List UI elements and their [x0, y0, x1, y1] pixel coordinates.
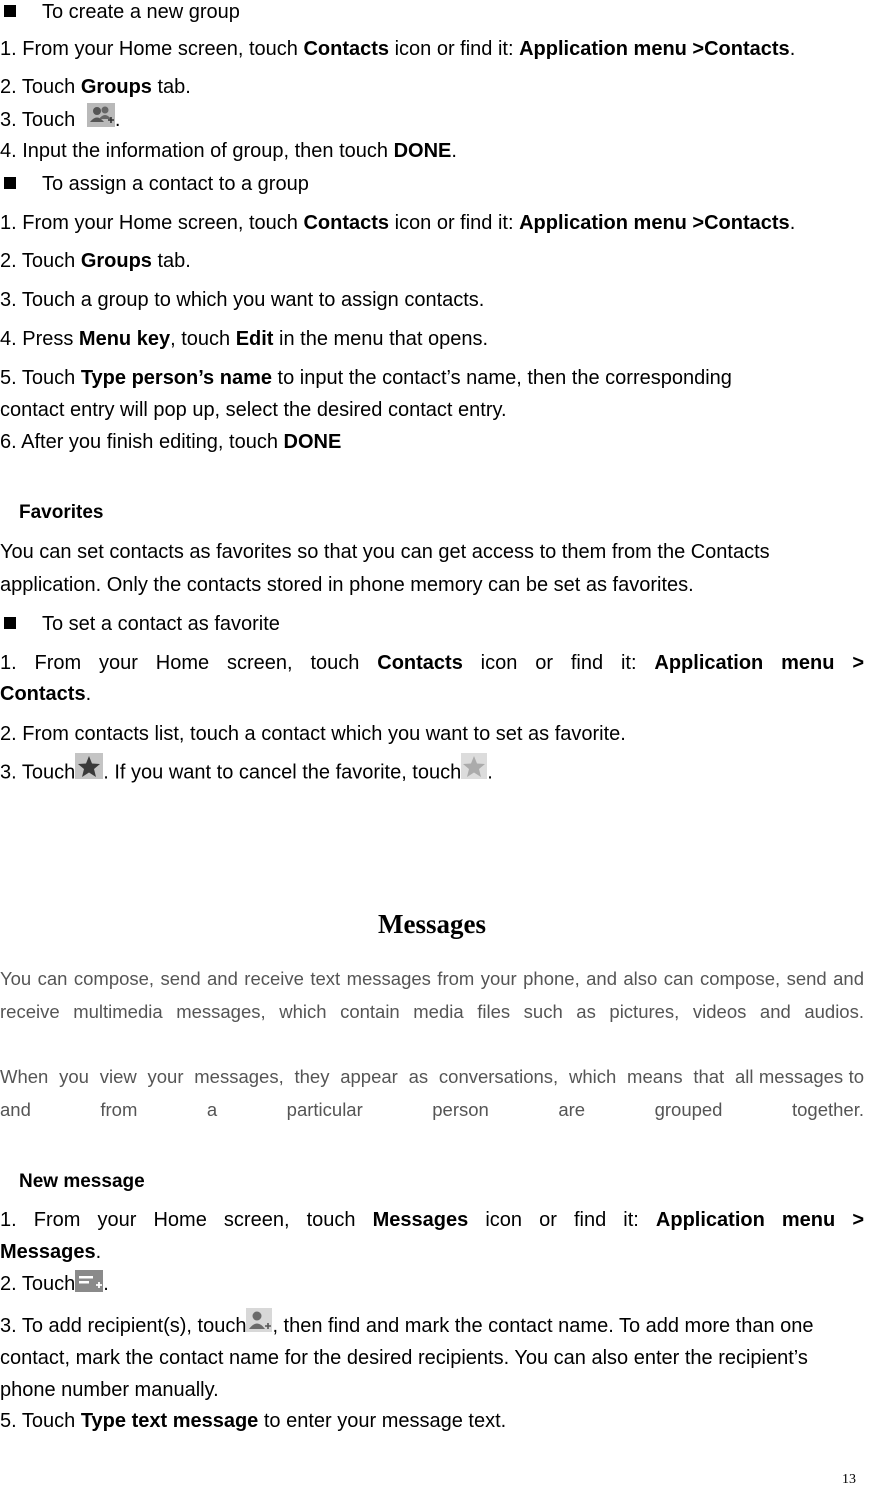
add-contact-icon: [246, 1308, 272, 1332]
assign-step-1: 1. From your Home screen, touch Contacts icon or find it: Application menu >Contacts.: [0, 212, 796, 234]
favorite-step-3: 3. Touch . If you want to cancel the favorite, touch .: [0, 760, 864, 786]
create-group-step-1: 1. From your Home screen, touch Contacts icon or find it: Application menu >Contacts.: [0, 38, 796, 60]
favorite-step-1-cont: Contacts.: [0, 683, 92, 705]
create-group-step-3: 3. Touch .: [0, 108, 864, 133]
assign-step-5-cont: contact entry will pop up, select the desired contact entry.: [0, 399, 507, 421]
bullet-set-favorite: To set a contact as favorite: [4, 612, 868, 636]
new-message-step-1-cont: Messages.: [0, 1241, 102, 1263]
messages-intro-1: You can compose, send and receive text messages from your phone, and also can compose, send and receive multimedia messages, which contain media files such as pictures, videos and audios.: [0, 968, 864, 1022]
new-message-step-5: 5. Touch Type text message to enter your message text.: [0, 1410, 507, 1432]
favorite-step-2: 2. From contacts list, touch a contact which you want to set as favorite.: [0, 723, 626, 745]
bullet-square-icon: [4, 5, 16, 17]
favorites-heading: Favorites: [19, 502, 104, 523]
assign-step-2: 2. Touch Groups tab.: [0, 250, 191, 272]
add-group-icon: [87, 103, 115, 127]
assign-step-6: 6. After you finish editing, touch DONE: [0, 431, 342, 453]
favorites-para-1: You can set contacts as favorites so that you can get access to them from the Contacts: [0, 541, 770, 563]
bullet-square-icon: [4, 177, 16, 189]
assign-step-5: 5. Touch Type person’s name to input the contact’s name, then the corresponding: [0, 367, 732, 389]
star-empty-icon: [461, 753, 487, 779]
create-group-step-4: 4. Input the information of group, then touch DONE.: [0, 140, 457, 162]
star-filled-icon: [75, 753, 103, 779]
assign-step-3: 3. Touch a group to which you want to assign contacts.: [0, 289, 485, 311]
favorites-para-2: application. Only the contacts stored in phone memory can be set as favorites.: [0, 574, 694, 596]
new-message-heading: New message: [19, 1171, 145, 1192]
create-group-step-2: 2. Touch Groups tab.: [0, 76, 191, 98]
messages-title: Messages: [378, 909, 486, 939]
new-message-step-3: 3. To add recipient(s), touch , then find and mark the contact name. To add more than one contact, mark the contact name for the desired recipients. You can also enter the recipient’s phone number manually.: [0, 1310, 860, 1406]
bullet-square-icon: [4, 617, 16, 629]
assign-step-4: 4. Press Menu key, touch Edit in the menu that opens.: [0, 328, 489, 350]
new-message-icon: [75, 1270, 103, 1292]
bullet-create-group: To create a new group: [4, 0, 868, 24]
bullet-assign-group: To assign a contact to a group: [4, 172, 868, 196]
new-message-step-2: 2. Touch .: [0, 1272, 864, 1296]
favorite-step-1: 1. From your Home screen, touch Contacts icon or find it: Application menu >: [0, 652, 865, 674]
messages-intro-2: When you view your messages, they appear as conversations, which means that all messages to and from a particular person are grouped together.: [0, 1066, 870, 1120]
page-number: 13: [842, 1472, 856, 1487]
new-message-step-1: 1. From your Home screen, touch Messages icon or find it: Application menu >: [0, 1209, 864, 1231]
